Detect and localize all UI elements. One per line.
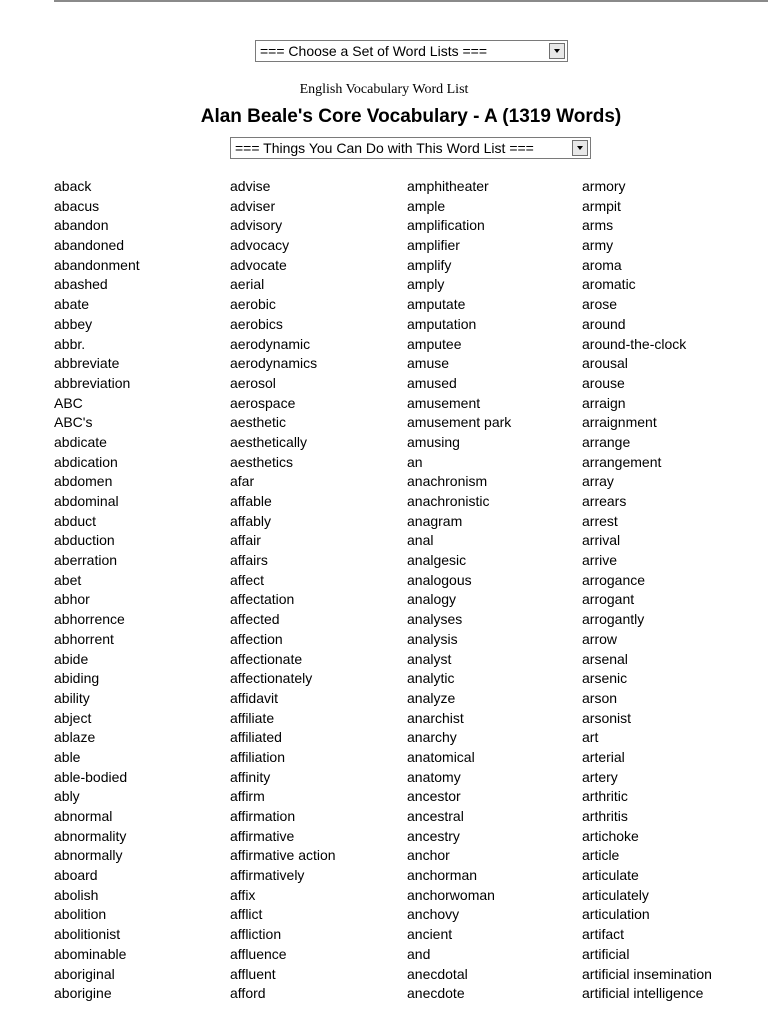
word-item: arrogance	[582, 571, 646, 588]
word-item: arson	[582, 689, 618, 706]
word-item: affirmation	[230, 808, 296, 824]
word-item: affirmatively	[230, 867, 305, 884]
word-item: affect	[230, 571, 264, 588]
word-item: artificial insemination	[582, 965, 712, 982]
word-item: abiding	[54, 670, 100, 687]
word-item: anarchy	[407, 729, 457, 746]
word-item: arrangement	[582, 453, 662, 470]
word-item: armpit	[582, 197, 621, 214]
word-column-3	[407, 177, 511, 1004]
word-item: ably	[54, 788, 80, 805]
word-item: abhorrence	[54, 611, 125, 628]
word-item: afflict	[230, 906, 263, 923]
word-item: analyses	[407, 611, 463, 628]
word-item: abandonment	[54, 256, 140, 273]
dropdown-arrow-icon[interactable]	[572, 140, 588, 156]
word-item: aerobic	[230, 296, 276, 313]
word-item: aesthetics	[230, 453, 294, 470]
word-item: afford	[230, 985, 266, 1002]
word-item: abashed	[54, 276, 108, 293]
word-item: abbreviation	[54, 374, 131, 391]
word-item: anachronistic	[407, 493, 490, 509]
word-item: aerosol	[230, 374, 276, 391]
word-item: arrow	[582, 630, 618, 647]
word-item: arms	[582, 217, 614, 234]
word-item: ancient	[407, 926, 453, 943]
word-list-grid	[54, 177, 768, 1007]
word-item: aerodynamics	[230, 355, 318, 372]
word-item: abbey	[54, 315, 93, 332]
word-item: ample	[407, 197, 446, 214]
word-item: arrogant	[582, 591, 635, 608]
word-item: arrive	[582, 552, 618, 569]
word-item: abandoned	[54, 237, 125, 254]
word-item: abide	[54, 650, 89, 667]
word-item: amusement	[407, 394, 481, 411]
word-item: abbreviate	[54, 355, 120, 372]
word-item: affectation	[230, 591, 295, 608]
word-item: aboard	[54, 867, 98, 884]
word-item: articulate	[582, 867, 639, 884]
word-item: affairs	[230, 552, 268, 569]
word-item: amputation	[407, 315, 477, 332]
word-item: abdomen	[54, 473, 113, 490]
word-item: amplify	[407, 256, 452, 273]
word-item: aback	[54, 178, 92, 194]
word-item: abolish	[54, 886, 99, 903]
word-item: aboriginal	[54, 965, 115, 982]
word-item: ABC	[54, 394, 83, 411]
word-item: abacus	[54, 197, 100, 214]
word-item: able	[54, 748, 81, 765]
word-item: abnormal	[54, 808, 113, 824]
word-item: affirmative	[230, 827, 295, 844]
word-item: anchorman	[407, 867, 478, 884]
word-item: anchorwoman	[407, 886, 495, 903]
word-item: army	[582, 237, 614, 254]
word-item: arrange	[582, 433, 631, 450]
word-item: advise	[230, 178, 271, 194]
word-item: affectionately	[230, 670, 313, 687]
word-item: an	[407, 453, 423, 470]
word-item: amusement park	[407, 414, 512, 431]
word-item: arouse	[582, 374, 625, 391]
word-item: amplifier	[407, 237, 460, 254]
word-item: artificial intelligence	[582, 985, 704, 1002]
word-item: amply	[407, 276, 445, 293]
word-item: abnormality	[54, 827, 127, 844]
word-item: arrival	[582, 532, 621, 549]
word-item: anagram	[407, 512, 463, 529]
word-item: abandon	[54, 217, 109, 234]
word-item: abate	[54, 296, 90, 313]
word-item: aesthetic	[230, 414, 287, 431]
word-item: ancestral	[407, 808, 464, 824]
word-item: advocate	[230, 256, 287, 273]
word-item: ABC's	[54, 414, 93, 431]
word-item: arsenal	[582, 650, 628, 667]
word-item: aerospace	[230, 394, 296, 411]
word-item: anatomy	[407, 768, 461, 785]
word-item: abhor	[54, 591, 90, 608]
word-item: affiliation	[230, 748, 286, 765]
word-item: analyze	[407, 689, 456, 706]
word-column-4	[582, 177, 712, 1004]
word-item: analysis	[407, 630, 458, 647]
word-item: articulation	[582, 906, 650, 923]
word-item: abdicate	[54, 433, 107, 450]
word-item: articulately	[582, 886, 649, 903]
word-item: affiliate	[230, 709, 275, 726]
word-item: anachronism	[407, 473, 488, 490]
word-item: aerial	[230, 276, 265, 293]
word-item: artifact	[582, 926, 625, 943]
page-title: Alan Beale's Core Vocabulary - A (1319 Words)	[200, 106, 622, 127]
word-item: abduct	[54, 512, 97, 529]
word-item: amputate	[407, 296, 466, 313]
word-item: adviser	[230, 197, 276, 214]
word-item: amplification	[407, 217, 485, 234]
word-column-1	[54, 177, 140, 1004]
word-item: armory	[582, 178, 626, 194]
word-item: abbr.	[54, 335, 86, 352]
word-item: ancestor	[407, 788, 461, 805]
word-item: arterial	[582, 748, 625, 765]
word-item: aberration	[54, 552, 118, 569]
dropdown-arrow-icon[interactable]	[549, 43, 565, 59]
word-item: affix	[230, 886, 256, 903]
word-item: anarchist	[407, 709, 464, 726]
word-list-set-select-value: === Choose a Set of Word Lists ===	[260, 43, 487, 59]
word-item: analogy	[407, 591, 457, 608]
word-item: abnormally	[54, 847, 123, 864]
word-item: arose	[582, 296, 618, 313]
word-item: abject	[54, 709, 92, 726]
word-item: around-the-clock	[582, 335, 687, 352]
word-item: anecdotal	[407, 965, 468, 982]
word-item: anatomical	[407, 748, 475, 765]
word-item: aromatic	[582, 276, 636, 293]
word-item: affiliated	[230, 729, 282, 746]
word-item: arraignment	[582, 414, 657, 431]
word-item: affinity	[230, 768, 271, 785]
word-item: amused	[407, 374, 457, 391]
word-list-actions-select[interactable]	[230, 137, 591, 159]
word-item: analgesic	[407, 552, 467, 569]
word-item: array	[582, 473, 614, 490]
word-item: affable	[230, 493, 272, 509]
word-item: abolition	[54, 906, 107, 923]
word-item: affluent	[230, 965, 276, 982]
word-item: amputee	[407, 335, 462, 352]
word-item: aesthetically	[230, 433, 308, 450]
word-item: arsenic	[582, 670, 628, 687]
word-item: arraign	[582, 394, 626, 411]
word-item: amphitheater	[407, 178, 489, 194]
word-item: ablaze	[54, 729, 96, 746]
word-item: anal	[407, 532, 434, 549]
word-item: abdication	[54, 453, 118, 470]
word-item: arthritis	[582, 808, 628, 824]
word-item: affirmative action	[230, 847, 336, 864]
word-item: affectionate	[230, 650, 303, 667]
word-item: affidavit	[230, 689, 278, 706]
word-item: artichoke	[582, 827, 639, 844]
word-item: affably	[230, 512, 271, 529]
word-item: affluence	[230, 945, 287, 962]
word-item: arrears	[582, 493, 627, 509]
word-item: analogous	[407, 571, 472, 588]
word-item: aroma	[582, 256, 622, 273]
top-divider	[54, 0, 768, 2]
word-item: advocacy	[230, 237, 290, 254]
word-item: afar	[230, 473, 255, 490]
word-item: affection	[230, 630, 283, 647]
word-item: abolitionist	[54, 926, 121, 943]
word-item: aerodynamic	[230, 335, 311, 352]
word-item: amuse	[407, 355, 450, 372]
word-item: affirm	[230, 788, 265, 805]
word-item: analyst	[407, 650, 452, 667]
word-item: amusing	[407, 433, 460, 450]
word-item: abominable	[54, 945, 127, 962]
word-list-actions-select-value: === Things You Can Do with This Word List ===	[235, 140, 534, 156]
word-item: arrogantly	[582, 611, 645, 628]
word-item: abdominal	[54, 493, 119, 509]
word-list-set-select[interactable]	[255, 40, 568, 62]
word-item: analytic	[407, 670, 455, 687]
word-item: aborigine	[54, 985, 112, 1002]
page-subtitle: English Vocabulary Word List	[299, 82, 469, 97]
word-item: abduction	[54, 532, 115, 549]
word-item: anchovy	[407, 906, 460, 923]
word-item: artificial	[582, 945, 630, 962]
word-item: article	[582, 847, 620, 864]
word-item: abhorrent	[54, 630, 114, 647]
word-item: art	[582, 729, 599, 746]
word-item: anchor	[407, 847, 450, 864]
word-item: anecdote	[407, 985, 465, 1002]
word-column-2	[230, 177, 336, 1004]
word-item: ability	[54, 689, 90, 706]
word-item: affliction	[230, 926, 282, 943]
word-item: advisory	[230, 217, 283, 234]
word-item: affected	[230, 611, 280, 628]
word-item: arousal	[582, 355, 628, 372]
word-item: around	[582, 315, 626, 332]
word-item: affair	[230, 532, 261, 549]
word-item: artery	[582, 768, 618, 785]
word-item: arthritic	[582, 788, 628, 805]
word-item: arrest	[582, 512, 618, 529]
word-item: arsonist	[582, 709, 632, 726]
word-item: aerobics	[230, 315, 283, 332]
word-item: and	[407, 945, 431, 962]
word-item: able-bodied	[54, 768, 128, 785]
word-item: abet	[54, 571, 82, 588]
word-item: ancestry	[407, 827, 460, 844]
